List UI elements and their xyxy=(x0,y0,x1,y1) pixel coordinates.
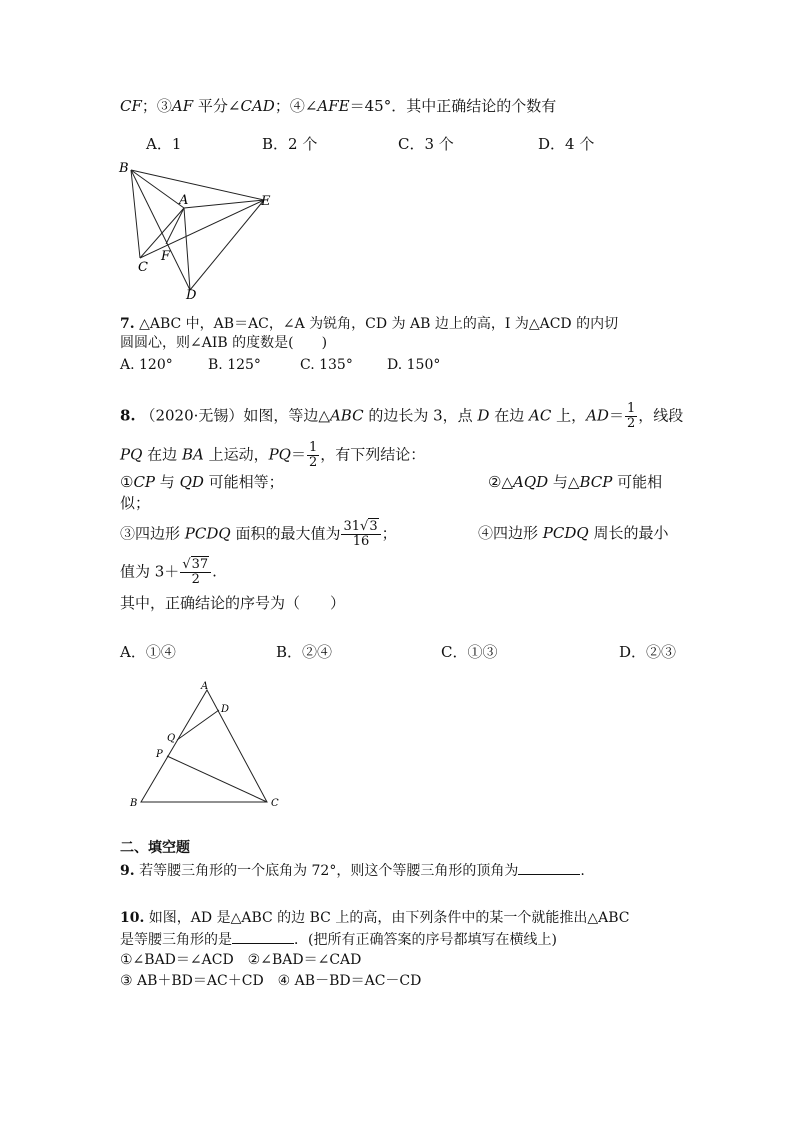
q8-frac-area: $\frac{31√3}{16}$ xyxy=(341,520,380,549)
q10-number: 10. xyxy=(120,910,145,926)
q8-ask: 其中，正确结论的序号为（ ） xyxy=(120,594,346,612)
q10-line4: ③ AB＋BD＝AC＋CD ④ AB－BD＝AC－CD xyxy=(120,973,422,989)
q6-seg-ae xyxy=(184,200,264,208)
q8-frac-perimeter: $\frac{√37}{2}$ xyxy=(180,558,211,587)
q9-line: 9. 若等腰三角形的一个底角为 72°，则这个等腰三角形的顶角为 . xyxy=(120,860,585,881)
q8-option-a[interactable]: A．①④ xyxy=(120,643,176,661)
q6-label-b: B xyxy=(119,161,129,176)
q6-cf: CF xyxy=(120,97,142,115)
q8-option-c[interactable]: C．①③ xyxy=(441,643,498,661)
q8-label-p: P xyxy=(156,749,163,760)
q6-seg-bc xyxy=(131,170,140,258)
q8-label-b: B xyxy=(130,798,138,809)
q8-line1: 8. （2020·无锡）如图，等边△ABC 的边长为 3，点 D 在边 AC 上，AD＝ $\frac{1}{2}$ ，线段 xyxy=(120,401,684,431)
q8-seg-pc xyxy=(167,756,267,802)
q8-option-d[interactable]: D．②③ xyxy=(619,643,677,661)
q7-option-c[interactable]: C. 135° xyxy=(300,357,353,373)
q7-option-b[interactable]: B. 125° xyxy=(208,357,261,373)
q8-label-q: Q xyxy=(167,733,176,744)
q8-option-b[interactable]: B．②④ xyxy=(276,643,333,661)
q8-number: 8. xyxy=(120,406,136,425)
q6-label-c: C xyxy=(138,260,148,275)
q8-frac-ad: $\frac{1}{2}$ xyxy=(626,401,636,431)
q6-option-a[interactable]: A．1 xyxy=(146,135,182,153)
q6-seg-de xyxy=(190,200,264,290)
q8-conclusion-3: ③四边形 PCDQ 面积的最大值为 $\frac{31√3}{16}$ ； xyxy=(120,519,397,549)
q10-line1: 10. 如图，AD 是△ABC 的边 BC 上的高，由下列条件中的某一个就能推出△ABC xyxy=(120,910,630,926)
q10-answer-blank[interactable] xyxy=(232,929,294,944)
q6-label-f: F xyxy=(161,249,171,264)
q6-label-d: D xyxy=(186,288,197,303)
q8-triangle-abc xyxy=(141,690,267,802)
q6-label-e: E xyxy=(261,194,271,209)
q7-line2: 圆圆心，则∠AIB 的度数是( ) xyxy=(120,335,328,351)
q9-answer-blank[interactable] xyxy=(518,860,580,875)
q6-stem: CF；③AF 平分∠CAD；④∠AFE＝45°．其中正确结论的个数有 xyxy=(120,97,557,115)
q8-conclusion-4: ④四边形 PCDQ 周长的最小 xyxy=(478,524,669,542)
q6-label-a: A xyxy=(179,193,189,208)
q8-label-a: A xyxy=(201,681,209,692)
q8-seg-qd xyxy=(177,710,219,740)
q8-label-d: D xyxy=(221,704,230,715)
q6-seg-be xyxy=(131,170,264,200)
q8-conclusion-2: ②△AQD 与△BCP 可能相 xyxy=(488,473,663,491)
q6-option-b[interactable]: B．2 个 xyxy=(262,135,318,153)
q8-frac-pq: $\frac{1}{2}$ xyxy=(308,440,318,470)
q7-option-a[interactable]: A. 120° xyxy=(120,357,173,373)
q8-conclusion-1: ①CP 与 QD 可能相等； xyxy=(120,473,284,491)
q8-conclusion-2-tail: 似； xyxy=(120,494,151,512)
q8-conclusion-4-tail: 值为 3＋ $\frac{√37}{2}$ . xyxy=(120,557,217,587)
q8-label-c: C xyxy=(271,798,279,809)
q6-seg-ce xyxy=(140,200,264,258)
q6-seg-ad xyxy=(184,208,190,290)
q6-figure xyxy=(110,158,290,303)
q7-number: 7. xyxy=(120,316,135,332)
q6-option-c[interactable]: C．3 个 xyxy=(398,135,454,153)
q10-line3: ①∠BAD＝∠ACD ②∠BAD＝∠CAD xyxy=(120,952,362,968)
q7-option-d[interactable]: D. 150° xyxy=(387,357,441,373)
q9-number: 9. xyxy=(120,863,135,879)
section-title-fill-in: 二、填空题 xyxy=(120,840,190,856)
q8-figure xyxy=(125,676,285,816)
q6-option-d[interactable]: D．4 个 xyxy=(538,135,595,153)
q7-line1: 7. △ABC 中，AB＝AC，∠A 为锐角，CD 为 AB 边上的高，I 为△ACD 的内切 xyxy=(120,316,619,332)
q10-line2: 是等腰三角形的是 ．(把所有正确答案的序号都填写在横线上) xyxy=(120,929,557,950)
q8-line2: PQ 在边 BA 上运动，PQ＝ $\frac{1}{2}$ ，有下列结论： xyxy=(120,440,426,470)
